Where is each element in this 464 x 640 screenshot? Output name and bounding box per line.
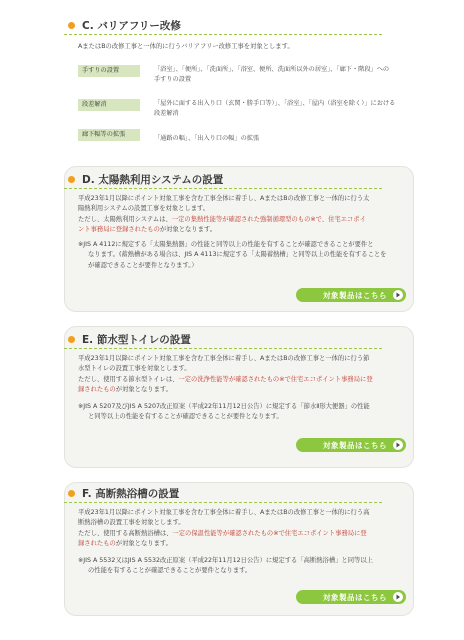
row-text [154,99,395,119]
body-line [78,385,373,395]
section-c-title: C. バリアフリー改修 [82,19,181,32]
bullet-dot-icon [68,336,75,343]
section-c-heading [64,16,382,35]
button-label: 対象製品はこちら [323,290,387,300]
row-text-line: 段差解消 [154,110,179,117]
note-line: ※JIS A 5207及びJIS A 5207改正原案（平成22年11月12日公告）に規定する「節水Ⅱ形大便器」の性能 [78,403,370,410]
section-f-title: F. 高断熱浴槽の設置 [82,487,180,500]
highlight-text: 一定の洗浄性能等が確認されたもの※で住宅エコポイント事務局に登 [178,375,373,383]
section-d-body [78,194,369,235]
body-line: 平成23年1月以降にポイント対象工事を含む工事全体に着手し、AまたはBの改修工事と一体的に行う高 [78,509,370,516]
row-label: 段差解消 [78,99,140,111]
body-line: 水型トイレの設置工事を対象とします。 [78,365,191,373]
body-text: ただし、太陽熱利用システムは、 [78,215,172,223]
note-line: なります。(蓄熱槽がある場合は、JIS A 4113に規定する「太陽蓄熱槽」と同等以上の性能を有することを [88,251,387,259]
section-e-title: E. 節水型トイレの設置 [82,333,191,346]
section-f-body [78,508,369,549]
note-line: が確認できることが要件となります。） [88,261,198,269]
section-d-title: D. 太陽熱利用システムの設置 [82,173,224,186]
arrow-right-icon [393,290,403,300]
section-e-heading [64,330,382,349]
highlight-text: 録されたもの [78,539,116,547]
body-line: 平成23年1月以降にポイント対象工事を含む工事全体に着手し、AまたはBの改修工事と一体的に行う太 [78,195,370,202]
barrier-free-row [78,64,390,86]
row-text-line: 手すりの設置 [154,76,192,83]
body-line [78,375,373,385]
button-label: 対象製品はこちら [323,440,387,450]
arrow-right-icon [393,592,403,602]
section-c-intro: AまたはBの改修工事と一体的に行うバリアフリー改修工事を対象とします。 [78,43,294,50]
body-line [78,225,369,235]
body-line: 断熱浴槽の設置工事を対象とします。 [78,519,185,527]
row-text-line: 「浴室」、「便所」、「洗面所」、「浴室、便所、洗面所以外の居室」、「廊下・階段」への [154,66,390,73]
target-products-button[interactable] [296,590,406,604]
highlight-text: 一定の集熱性能等が確認された強制循環型のもの※で、住宅エコポイ [171,215,366,223]
body-text: が対象となります。 [115,385,172,393]
arrow-right-icon [393,440,403,450]
body-line [78,215,369,225]
body-line [78,529,369,539]
section-e-body [78,354,373,395]
note-line: ※JIS A 5532又はJIS A 5532改正原案（平成22年11月12日公告）に規定する「高断熱浴槽」と同等以上 [78,557,373,564]
bullet-dot-icon [68,490,75,497]
highlight-text: ント事務局に登録されたもの [78,225,160,233]
row-text-line: 「通路の幅」、「出入り口の幅」の拡張 [154,135,260,142]
row-text [154,65,389,85]
highlight-text: 一定の保温性能等が確認されたもの※で住宅エコポイント事務局に登 [172,529,367,537]
note-line: の性能を有することが確認できることが要件となります。 [88,567,252,575]
bullet-dot-icon [68,176,75,183]
section-f-heading [64,484,382,503]
note-line: ※JIS A 4112に規定する「太陽集熱器」の性能と同等以上の性能を有することが確認できることが要件と [78,241,374,248]
barrier-free-row [78,98,396,120]
body-text: が対象となります。 [159,225,217,233]
row-text [154,134,259,144]
note-line: と同等以上の性能を有することが確認できることが要件となります。 [88,413,283,421]
button-label: 対象製品はこちら [323,592,387,602]
highlight-text: 録されたもの [78,385,116,393]
barrier-free-row [78,128,380,150]
section-e-note [78,402,370,423]
body-text: ただし、使用する節水型トイレは、 [78,375,179,383]
section-d-note [78,240,386,271]
body-text: が対象となります。 [115,539,172,547]
body-text: ただし、使用する高断熱浴槽は、 [78,529,173,537]
row-text-line: 「屋外に面する出入り口（玄関・勝手口等）」、「浴室」、「屋内（浴室を除く）」における [154,100,396,107]
section-f-note [78,556,373,577]
target-products-button[interactable] [296,288,406,302]
body-line: 陽熱利用システムの設置工事を対象とします。 [78,205,210,213]
section-d-heading [64,170,382,189]
target-products-button[interactable] [296,438,406,452]
bullet-dot-icon [68,22,75,29]
body-line [78,539,369,549]
body-line: 平成23年1月以降にポイント対象工事を含む工事全体に着手し、AまたはBの改修工事と一体的に行う節 [78,355,370,362]
row-label: 廊下幅等の拡張 [78,129,140,141]
row-label: 手すりの設置 [78,65,140,77]
